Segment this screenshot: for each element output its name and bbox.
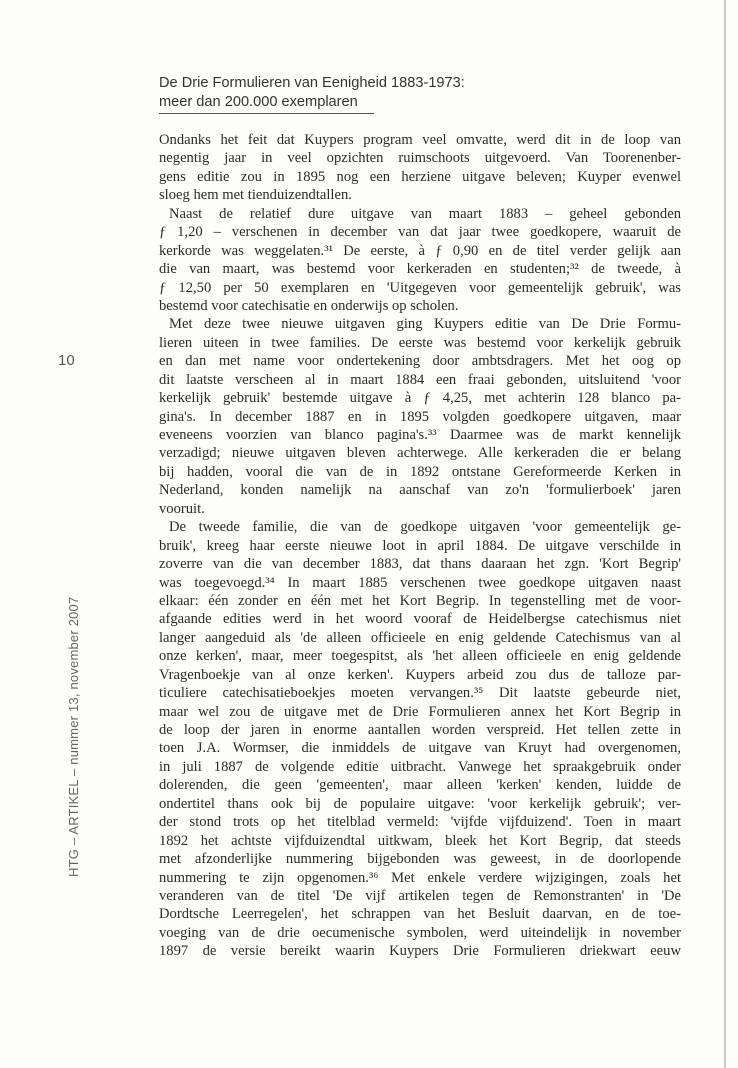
body-line: De tweede familie, die van de goedkope uitgaven 'voor gemeentelijk ge- [169, 519, 681, 536]
running-footer: HTG – ARTIKEL – nummer 13, november 2007 [66, 596, 81, 877]
body-line: Met deze twee nieuwe uitgaven ging Kuypers editie van De Drie Formu- [169, 316, 681, 333]
body-line: die van maart, was bestemd voor kerkeraden en studenten;³² de tweede, à [159, 261, 681, 278]
body-line: bij hadden, vooral die van de in 1892 ontstane Gereformeerde Kerken in [159, 463, 681, 480]
body-line: was toegevoegd.³⁴ In maart 1885 verschenen twee goedkope uitgaven naast [159, 574, 681, 591]
body-line: onze kerken', maar, meer toegespitst, als 'het alleen officieele en enig geldende [159, 648, 681, 665]
body-line: ƒ 1,20 – verschenen in december van dat jaar twee goedkopere, waaruit de [159, 224, 681, 241]
body-line: zoverre van die van december 1883, dat thans daaraan het zgn. 'Kort Begrip' [159, 556, 681, 573]
body-line: elkaar: één zonder en één met het Kort Begrip. In tegenstelling met de voor- [159, 592, 681, 609]
body-line: der stond trots op het titelblad vermeld: 'vijfde vijfduizend'. Toen in maart [159, 814, 681, 831]
body-line: verzadigd; nieuwe uitgaven bleven achterwege. Alle kerkeraden die er belang [159, 445, 681, 462]
article-body [159, 131, 681, 961]
body-line: bestemd voor catechisatie en onderwijs op scholen. [159, 297, 459, 314]
body-line: Vragenboekje van al onze kerken'. Kuypers arbeid zou dus de talloze par- [159, 666, 681, 683]
body-line: gens editie zou in 1895 nog een herziene uitgave beleven; Kuyper evenwel [159, 168, 681, 185]
body-line: maar wel zou de uitgave met de Drie Formulieren annex het Kort Begrip in [159, 703, 681, 720]
body-line: in juli 1887 de volgende editie uitbracht. Vanwege het spraakgebruik onder [159, 758, 681, 775]
body-line: Ondanks het feit dat Kuypers program veel omvatte, werd dit in de loop van [159, 132, 681, 148]
body-line: gina's. In december 1887 en in 1895 volgden goedkopere uitgaven, maar [159, 408, 681, 425]
body-line: eveneens voorzien van blanco pagina's.³³ Daarmee was de markt kennelijk [159, 427, 681, 443]
article-heading [159, 74, 679, 114]
body-line: kerkelijk gebruik' bestemde uitgave à ƒ 4,25, met achterin 128 blanco pa- [159, 390, 681, 407]
body-line: dolerenden, die geen 'gemeenten', maar alleen 'kerken' kenden, luidde de [159, 777, 681, 794]
body-line: voeging van de drie oecumenische symbolen, werd uiteindelijk in november [159, 924, 681, 941]
body-line: lieren uiteen in twee families. De eerste was bestemd voor kerkelijk gebruik [159, 334, 681, 351]
body-line: nummering te zijn opgenomen.³⁶ Met enkele verdere wijzigingen, zoals het [159, 869, 681, 886]
page-number: 10 [58, 352, 75, 369]
body-line: 1892 het achtste vijfduizendtal uitkwam, bleek het Kort Begrip, dat steeds [159, 832, 681, 849]
body-line: Nederland, konden namelijk na aanschaf van zo'n 'formulierboek' jaren [159, 482, 681, 499]
body-line: veranderen van de titel 'De vijf artikelen tegen de Remonstranten' in 'De [159, 887, 681, 904]
body-line: kerkorde was weggelaten.³¹ De eerste, à ƒ 0,90 en de titel verder gelijk aan [159, 242, 681, 259]
body-line: negentig jaar in veel opzichten ruimschoots uitgevoerd. Van Toorenenber- [159, 150, 681, 167]
body-line: de loop der jaren in enorme aantallen worden verspreid. Het tellen zette in [159, 722, 681, 738]
body-line: Dordtsche Leerregelen', het schrappen van het Besluit daarvan, en de toe- [159, 906, 681, 923]
body-line: sloeg hem met tienduizendtallen. [159, 187, 352, 204]
body-line: ondertitel thans ook bij de populaire uitgave: 'voor kerkelijk gebruik'; ver- [159, 795, 681, 812]
heading-line-2: meer dan 200.000 exemplaren [159, 93, 374, 114]
heading-line-1: De Drie Formulieren van Eenigheid 1883-1973: [159, 75, 465, 91]
body-line: en dan met name voor ondertekening door ambtsdragers. Met het oog op [159, 353, 681, 370]
body-line: ƒ 12,50 per 50 exemplaren en 'Uitgegeven voor gemeentelijk gebruik', was [159, 279, 681, 296]
body-line: dit laatste verscheen al in maart 1884 een fraai gebonden, uitsluitend 'voor [159, 371, 681, 388]
body-line: met afzonderlijke nummering bijgebonden was geweest, in de doorlopende [159, 851, 681, 868]
body-line: Naast de relatief dure uitgave van maart 1883 – geheel gebonden [169, 205, 681, 222]
page-edge-rule [724, 0, 726, 1068]
body-line: langer aangeduid als 'de alleen officieele en enig geldende Catechismus van al [159, 629, 681, 646]
body-line: toen J.A. Wormser, die inmiddels de uitgave van Kruyt had overgenomen, [159, 740, 681, 757]
body-line: ticuliere catechisatieboekjes moeten vervangen.³⁵ Dit laatste gebeurde niet, [159, 685, 681, 702]
body-line: bruik', kreeg haar eerste nieuwe loot in april 1884. De uitgave verschilde in [159, 537, 681, 554]
body-line: afgaande edities werd in het woord vooraf de Heidelbergse catechismus niet [159, 611, 681, 628]
body-line: vooruit. [159, 500, 205, 517]
body-line: 1897 de versie bereikt waarin Kuypers Drie Formulieren driekwart eeuw [159, 943, 681, 960]
